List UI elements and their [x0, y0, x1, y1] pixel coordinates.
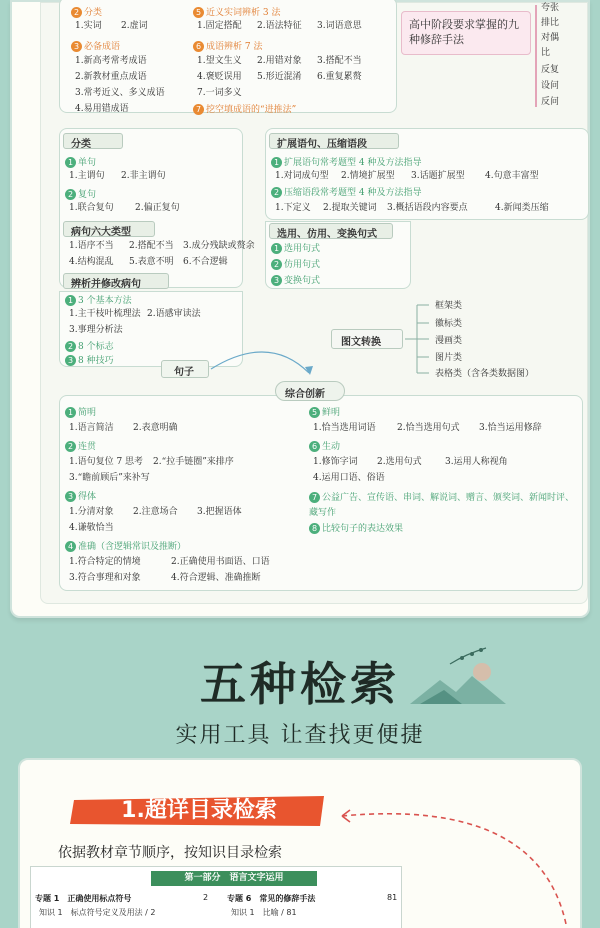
mindmap-card [10, 0, 590, 618]
single-item: 1.主谓句 [69, 171, 105, 181]
comp-left-item: 1.分清对象 [69, 507, 114, 517]
row1-mid-item: 1.固定搭配 [197, 21, 242, 31]
pictext-item: 表格类（含各类数据图） [435, 369, 535, 379]
comp-left-heading: 2 连贯 [65, 441, 96, 453]
side-list-item: 设问 [541, 81, 560, 91]
compress-item: 2.提取关键词 [323, 203, 377, 213]
promo-title: 五种检索 [200, 657, 400, 711]
method-item: 3.事理分析法 [69, 325, 123, 335]
row2-left-item: 1.新高考常考成语 [75, 56, 147, 66]
row3-mid-heading: 7 挖空填成语的“进推法” [193, 104, 296, 116]
branch-decoration [448, 646, 488, 666]
comp-left-item: 2.注意场合 [133, 507, 178, 517]
row2-left-item: 3.常考近义、多义成语 [75, 88, 165, 98]
row2-mid-item: 4.褒贬误用 [197, 72, 242, 82]
row2-left-item: 2.新教材重点成语 [75, 72, 147, 82]
signs-heading: 2 8 个标志 [65, 341, 114, 353]
expand-item: 2.情境扩展型 [341, 171, 395, 181]
compress-item: 3.概括语段内容要点 [387, 203, 468, 213]
comp-left-item: 1.语言简洁 [69, 423, 114, 433]
comp-left-item: 2.正确使用书面语、口语 [171, 557, 270, 567]
promo-subtitle: 实用工具 让查找更便捷 [175, 723, 425, 748]
row1-mid-item: 2.语法特征 [257, 21, 302, 31]
complex-item: 2.偏正复句 [135, 203, 180, 213]
complex-item: 1.联合复句 [69, 203, 114, 213]
side-list-item: 对偶 [541, 33, 560, 43]
skills-heading: 3 8 种技巧 [65, 355, 114, 367]
side-list-item: 反复 [541, 65, 560, 75]
row2-mid-heading: 6 成语辨析 7 法 [193, 41, 262, 53]
errors-heading: 病句六大类型 [71, 227, 131, 238]
toc-right-item[interactable]: 知识 1 比喻 / 81 [231, 908, 297, 917]
error-item: 2.搭配不当 [129, 241, 174, 251]
row2-mid-item: 7.一词多义 [197, 88, 242, 98]
row1-left-item: 1.实词 [75, 21, 102, 31]
rhetoric-title: 高中阶段要求掌握的九种修辞手法 [409, 18, 519, 46]
row2-mid-item: 6.重复累赘 [317, 72, 362, 82]
banner-title: 1.超详目录检索 [121, 798, 277, 823]
single-sentence-heading: 1 单句 [65, 157, 96, 169]
method-item: 2.语感审读法 [147, 309, 201, 319]
mindmap-inner [40, 2, 588, 604]
side-list-bracket [535, 5, 537, 107]
search-desc: 依据教材章节顺序，按知识目录检索 [58, 845, 282, 861]
row2-mid-item: 5.形近混淆 [257, 72, 302, 82]
toc-left-title[interactable]: 专题 1 正确使用标点符号 [35, 894, 132, 903]
compress-item: 4.新闻类压缩 [495, 203, 549, 213]
comp-left-item: 4.符合逻辑、准确推断 [171, 573, 261, 583]
row2-left-item: 4.易用错成语 [75, 104, 129, 114]
compress-item: 1.下定义 [275, 203, 311, 213]
comp-right-item: 1.恰当选用词语 [313, 423, 376, 433]
comp-left-heading: 4 准确（含逻辑常识及推断） [65, 541, 186, 553]
side-list-item: 比 [541, 48, 551, 58]
toc-left-item[interactable]: 知识 1 标点符号定义及用法 / 2 [39, 908, 156, 917]
comp-left-item: 1.符合特定的情境 [69, 557, 141, 567]
expand-sub2: 2 压缩语段常考题型 4 种及方法指导 [271, 187, 421, 199]
analysis-heading: 辨析并修改病句 [71, 279, 141, 290]
toc-right-page: 81 [387, 893, 398, 902]
side-list-top: 夸张 [541, 3, 560, 13]
comprehensive-heading: 综合创新 [285, 389, 325, 400]
pictext-heading: 图文转换 [341, 337, 381, 348]
comp-left-heading: 3 得体 [65, 491, 96, 503]
comp-right-item: 3.恰当运用修辞 [479, 423, 542, 433]
pictext-item: 框架类 [435, 301, 463, 311]
row1-left-heading: 2 分类 [71, 7, 102, 19]
methods-heading: 1 3 个基本方法 [65, 295, 132, 307]
pictext-item: 图片类 [435, 353, 463, 363]
comp-right-heading: 7 公益广告、宣传语、串词、解说词、赠言、颁奖词、新闻时评、藏写作 [309, 493, 575, 518]
expand-heading: 扩展语句、压缩语段 [277, 139, 367, 150]
pictext-item: 徽标类 [435, 319, 463, 329]
expand-item: 3.话题扩展型 [411, 171, 465, 181]
toc-right-title[interactable]: 专题 6 常见的修辞手法 [227, 894, 316, 903]
comp-left-item: 1.语句复位 7 思考 [69, 457, 144, 467]
comp-left-item: 4.谦敬恰当 [69, 523, 114, 533]
comp-left-item: 2.“拉手链圈”来排序 [153, 457, 234, 467]
method-item: 1.主干枝叶梳理法 [69, 309, 141, 319]
pattern-item: 3 变换句式 [271, 275, 320, 287]
error-item: 1.语序不当 [69, 241, 114, 251]
comp-left-item: 3.“瞻前顾后”来补写 [69, 473, 150, 483]
toc-left-page: 2 [203, 893, 209, 902]
row1-mid-heading: 5 近义实词辨析 3 法 [193, 7, 280, 19]
comp-right-heading: 8 比较句子的表达效果 [309, 523, 403, 535]
pattern-item: 2 仿用句式 [271, 259, 320, 271]
complex-sentence-heading: 2 复句 [65, 189, 96, 201]
pictext-brace [403, 301, 433, 379]
error-item: 6.不合逻辑 [183, 257, 228, 267]
comp-right-item: 4.运用口语、俗语 [313, 473, 385, 483]
arrow-connector [209, 323, 319, 383]
expand-item: 1.对词成句型 [275, 171, 329, 181]
comp-left-item: 2.表意明确 [133, 423, 178, 433]
expand-sub1: 1 扩展语句常考题型 4 种及方法指导 [271, 157, 421, 169]
comp-left-heading: 1 简明 [65, 407, 96, 419]
error-item: 5.表意不明 [129, 257, 174, 267]
comp-left-item: 3.符合事理和对象 [69, 573, 141, 583]
pattern-heading: 选用、仿用、变换句式 [277, 229, 377, 240]
pattern-item: 1 选用句式 [271, 243, 320, 255]
toc-table [30, 866, 402, 928]
expand-item: 4.句意丰富型 [485, 171, 539, 181]
row2-mid-item: 2.用错对象 [257, 56, 302, 66]
row2-mid-item: 3.搭配不当 [317, 56, 362, 66]
mountain-decoration [410, 660, 506, 706]
row2-left-heading: 3 必备成语 [71, 41, 120, 53]
comp-left-item: 3.把握语体 [197, 507, 242, 517]
pictext-item: 漫画类 [435, 336, 463, 346]
comp-right-item: 1.修饰字词 [313, 457, 358, 467]
comp-right-heading: 5 鲜明 [309, 407, 340, 419]
comp-right-item: 3.运用人称视角 [445, 457, 508, 467]
comp-right-heading: 6 生动 [309, 441, 340, 453]
comp-right-item: 2.恰当选用句式 [397, 423, 460, 433]
side-list-item: 反问 [541, 97, 560, 107]
error-item: 3.成分残缺或赘余 [183, 241, 255, 251]
toc-header: 第一部分 语言文字运用 [151, 871, 317, 886]
row1-mid-item: 3.词语意思 [317, 21, 362, 31]
classify-heading: 分类 [71, 139, 91, 150]
row1-left-item: 2.虚词 [121, 21, 148, 31]
side-list-item: 排比 [541, 18, 560, 28]
error-item: 4.结构混乱 [69, 257, 114, 267]
single-item: 2.非主谓句 [121, 171, 166, 181]
row2-mid-item: 1.望文生义 [197, 56, 242, 66]
sentence-center-label: 句子 [174, 367, 194, 378]
comp-right-item: 2.选用句式 [377, 457, 422, 467]
